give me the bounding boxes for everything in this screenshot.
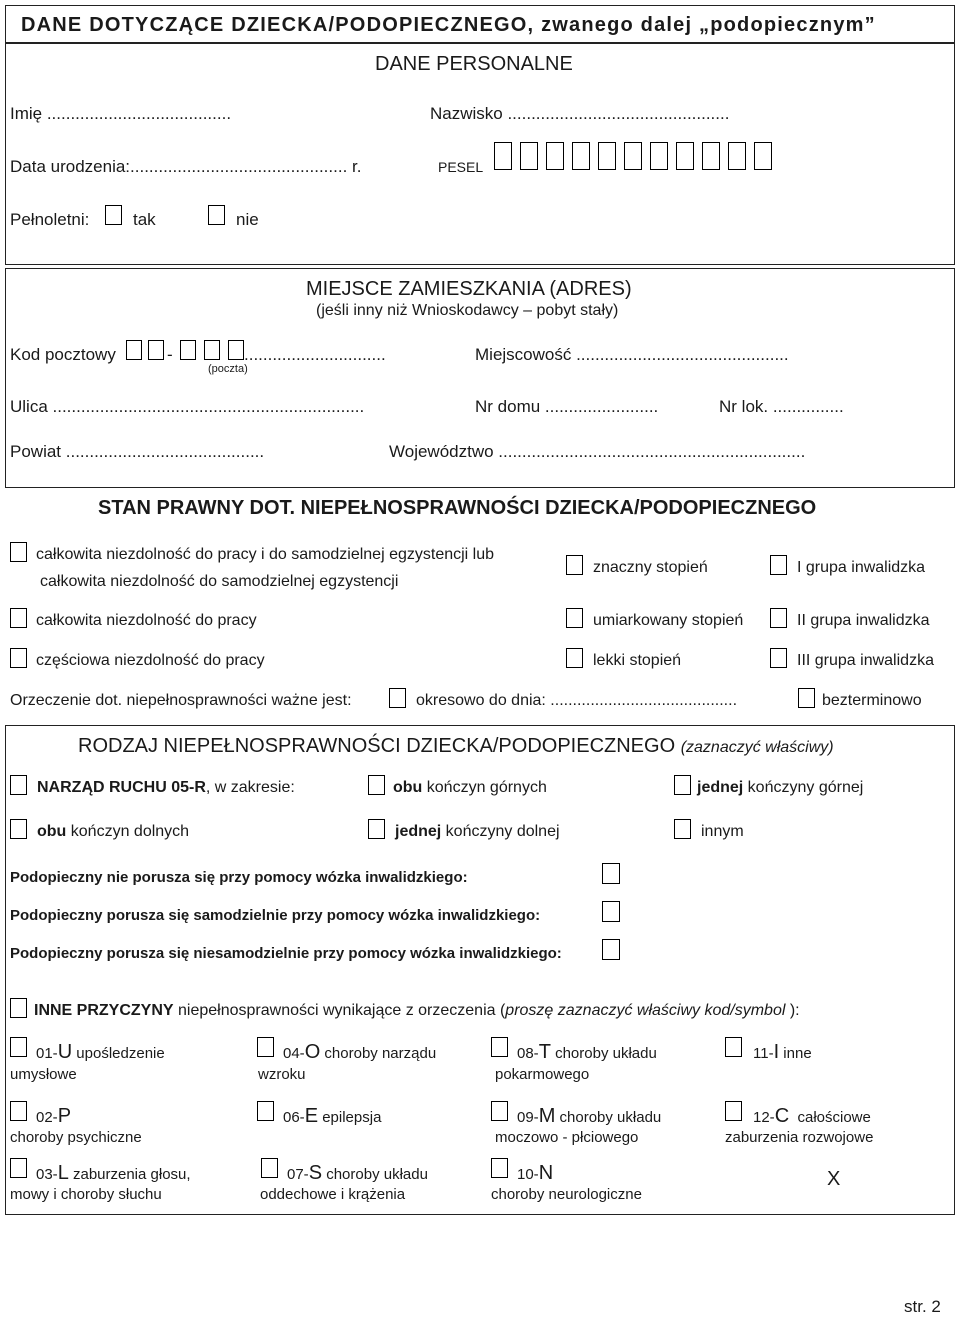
powiat-field[interactable]: Powiat .......................................... [10,442,265,461]
obu-gornych-checkbox[interactable] [368,775,385,795]
imie-field[interactable]: Imię ....................................... [10,104,232,123]
code-06E-after: epilepsja [318,1109,382,1126]
ulica-field[interactable]: Ulica .................................................................. [10,397,365,416]
code-checkbox-03L[interactable] [10,1158,27,1178]
code-09M-letter: M [538,1105,556,1127]
code-checkbox-07S[interactable] [261,1158,278,1178]
inne-end: ): [785,1002,800,1019]
code-10N-num: 10- [517,1166,539,1183]
obu-dolnych-label [37,823,189,841]
header-title: DANE DOTYCZĄCE DZIECKA/PODOPIECZNEGO, zwanego dalej „podopiecznym” [21,14,876,36]
address-title: MIEJSCE ZAMIESZKANIA (ADRES) [306,278,632,300]
zip-box-5[interactable] [228,340,244,360]
kind-title-note: (zaznaczyć właściwy) [680,739,834,756]
code-02P-letter: P [57,1105,72,1127]
nr-domu-field[interactable]: Nr domu ........................ [475,397,659,416]
zip-box-2[interactable] [148,340,164,360]
legal-r2-checkbox[interactable] [10,608,27,628]
code-04O-line2: wzroku [258,1066,306,1083]
znaczny-checkbox[interactable] [566,555,583,575]
nie-checkbox[interactable] [208,205,225,225]
zip-dash: - [167,345,173,364]
inne-rest: niepełnosprawności wynikające z orzeczenia ( [173,1002,506,1019]
grupa1-checkbox[interactable] [770,555,787,575]
pesel-label: PESEL [438,159,484,175]
inne-checkbox[interactable] [10,998,27,1018]
code-11I-line1 [753,1041,812,1064]
personal-section [5,43,955,265]
obu-bold-1: obu [393,779,423,796]
code-checkbox-01U[interactable] [10,1037,27,1057]
legal-title: STAN PRAWNY DOT. NIEPEŁNOSPRAWNOŚCI DZIECKA/PODOPIECZNEGO [98,497,817,519]
obu-dolnych-checkbox[interactable] [10,819,27,839]
poczta-label: (poczta) [208,363,248,375]
code-01U-line1 [36,1041,165,1064]
code-10N-line1 [517,1162,553,1185]
code-11I-num: 11- [753,1045,774,1062]
inne-label [34,1002,800,1020]
code-08T-line2: pokarmowego [495,1066,590,1083]
jednej-dolnej-label [395,823,560,841]
code-01U-line2: umysłowe [10,1066,77,1083]
legal-r3-checkbox[interactable] [10,648,27,668]
zip-box-4[interactable] [204,340,220,360]
code-03L-after: zaburzenia głosu, [68,1166,191,1183]
znaczny-label: znaczny stopień [593,559,708,576]
umiarkowany-checkbox[interactable] [566,608,583,628]
code-10N-line2: choroby neurologiczne [491,1186,642,1203]
grupa3-checkbox[interactable] [770,648,787,668]
tak-checkbox[interactable] [105,205,122,225]
x-mark: X [827,1168,841,1190]
legal-r1-checkbox[interactable] [10,542,27,562]
code-01U-num: 01- [36,1045,58,1062]
jednej-bold-1: jednej [697,779,744,796]
code-checkbox-04O[interactable] [257,1037,274,1057]
code-01U-after: upośledzenie [72,1045,165,1062]
code-03L-line2: mowy i choroby słuchu [10,1186,162,1203]
kind-title [78,735,834,758]
code-11I-letter: I [773,1041,780,1063]
inne-italic: proszę zaznaczyć właściwy kod/symbol [505,1002,786,1019]
code-09M-line2: moczowo - płciowego [495,1129,639,1146]
code-checkbox-11I[interactable] [725,1037,742,1057]
innym-label: innym [701,823,744,840]
code-08T-letter: T [538,1041,551,1063]
code-06E-letter: E [304,1105,319,1127]
bezterminowo-label: bezterminowo [822,692,922,709]
narzad-label [37,779,295,797]
code-07S-line1 [287,1162,428,1185]
inne-bold: INNE PRZYCZYNY [34,1002,174,1019]
grupa2-checkbox[interactable] [770,608,787,628]
narzad-checkbox[interactable] [10,775,27,795]
code-checkbox-02P[interactable] [10,1101,27,1121]
bezterminowo-checkbox[interactable] [798,688,815,708]
code-03L-letter: L [57,1162,69,1184]
code-12C-after: całościowe [789,1109,871,1126]
jednej-gornej-label [697,779,863,797]
wheelchair-1-label: Podopieczny nie porusza się przy pomocy wózka inwalidzkiego: [10,869,468,886]
code-09M-after: choroby układu [555,1109,662,1126]
konczyn-dolnych-text: kończyn dolnych [66,823,190,840]
tak-label: tak [133,210,156,229]
lekki-checkbox[interactable] [566,648,583,668]
code-04O-num: 04- [283,1045,305,1062]
okresowo-checkbox[interactable] [389,688,406,708]
wheelchair-2-checkbox[interactable] [602,901,620,922]
code-07S-num: 07- [287,1166,309,1183]
narzad-rest: , w zakresie: [205,779,295,796]
code-02P-num: 02- [36,1109,58,1126]
konczyn-gornych-text: kończyn górnych [422,779,547,796]
code-07S-line2: oddechowe i krążenia [260,1186,406,1203]
grupa1-label: I grupa inwalidzka [797,559,926,576]
wheelchair-3-label: Podopieczny porusza się niesamodzielnie przy pomocy wózka inwalidzkiego: [10,945,562,962]
innym-checkbox[interactable] [674,819,691,839]
code-04O-after: choroby narządu [320,1045,437,1062]
code-12C-num: 12- [753,1109,775,1126]
pelnoletni-label: Pełnoletni: [10,210,90,229]
miejscowosc-field[interactable]: Miejscowość ............................................. [475,345,789,364]
code-09M-line1 [517,1105,661,1128]
code-checkbox-10N[interactable] [491,1158,508,1178]
code-04O-line1 [283,1041,436,1064]
code-12C-line1 [753,1105,871,1128]
okresowo-field[interactable]: okresowo do dnia: .......................................... [416,692,738,709]
nazwisko-field[interactable]: Nazwisko ............................................... [430,104,730,123]
code-06E-num: 06- [283,1109,305,1126]
wojewodztwo-field[interactable]: Województwo ................................................................. [389,442,806,461]
code-02P-line2: choroby psychiczne [10,1129,142,1146]
birth-date-field[interactable]: Data urodzenia:.............................................. r. [10,157,362,176]
code-checkbox-09M[interactable] [491,1101,508,1121]
page-number: str. 2 [904,1297,941,1316]
code-08T-after: choroby układu [550,1045,657,1062]
konczyny-gornej-text: kończyny górnej [743,779,864,796]
personal-title: DANE PERSONALNE [375,53,573,75]
code-08T-line1 [517,1041,657,1064]
jednej-dolnej-checkbox[interactable] [368,819,385,839]
narzad-bold: NARZĄD RUCHU 05-R [37,779,206,796]
obu-bold-2: obu [37,823,67,840]
umiarkowany-label: umiarkowany stopień [593,612,744,629]
code-07S-after: choroby układu [322,1166,428,1183]
code-04O-letter: O [304,1041,321,1063]
code-03L-line1 [36,1162,191,1185]
code-07S-letter: S [308,1162,323,1184]
legal-r1-line1: całkowita niezdolność do pracy i do samodzielnej egzystencji lub [36,546,495,563]
code-09M-num: 09- [517,1109,539,1126]
address-subtitle: (jeśli inny niż Wnioskodawcy – pobyt stały) [316,302,619,319]
code-checkbox-08T[interactable] [491,1037,508,1057]
code-03L-num: 03- [36,1166,58,1183]
konczyny-dolnej-text: kończyny dolnej [441,823,560,840]
code-01U-letter: U [57,1041,73,1063]
nie-label: nie [236,210,259,229]
jednej-bold-2: jednej [395,823,442,840]
wheelchair-2-label: Podopieczny porusza się samodzielnie przy pomocy wózka inwalidzkiego: [10,907,541,924]
lekki-label: lekki stopień [593,652,682,669]
poczta-field[interactable]: .............................. [244,345,386,364]
zip-box-1[interactable] [126,340,142,360]
nr-lok-field[interactable]: Nr lok. ............... [719,397,844,416]
kind-title-text: RODZAJ NIEPEŁNOSPRAWNOŚCI DZIECKA/PODOPIECZNEGO [78,735,676,757]
code-checkbox-12C[interactable] [725,1101,742,1121]
code-08T-num: 08- [517,1045,539,1062]
code-11I-after: inne [779,1045,812,1062]
code-12C-line2: zaburzenia rozwojowe [725,1129,874,1146]
legal-r1-line2: całkowita niezdolność do samodzielnej egzystencji [40,573,399,590]
wheelchair-3-checkbox[interactable] [602,939,620,960]
legal-r2-label: całkowita niezdolność do pracy [36,612,257,629]
zip-box-3[interactable] [180,340,196,360]
jednej-gornej-checkbox[interactable] [674,775,691,795]
grupa2-label: II grupa inwalidzka [797,612,930,629]
legal-r3-label: częściowa niezdolność do pracy [36,652,265,669]
code-12C-letter: C [774,1105,790,1127]
orzeczenie-label: Orzeczenie dot. niepełnosprawności ważne jest: [10,692,352,709]
kod-label: Kod pocztowy [10,345,116,364]
code-02P-line1 [36,1105,71,1128]
obu-gornych-label [393,779,547,797]
code-checkbox-06E[interactable] [257,1101,274,1121]
grupa3-label: III grupa inwalidzka [797,652,934,669]
code-06E-line1 [283,1105,381,1128]
code-10N-letter: N [538,1162,554,1184]
wheelchair-1-checkbox[interactable] [602,863,620,884]
